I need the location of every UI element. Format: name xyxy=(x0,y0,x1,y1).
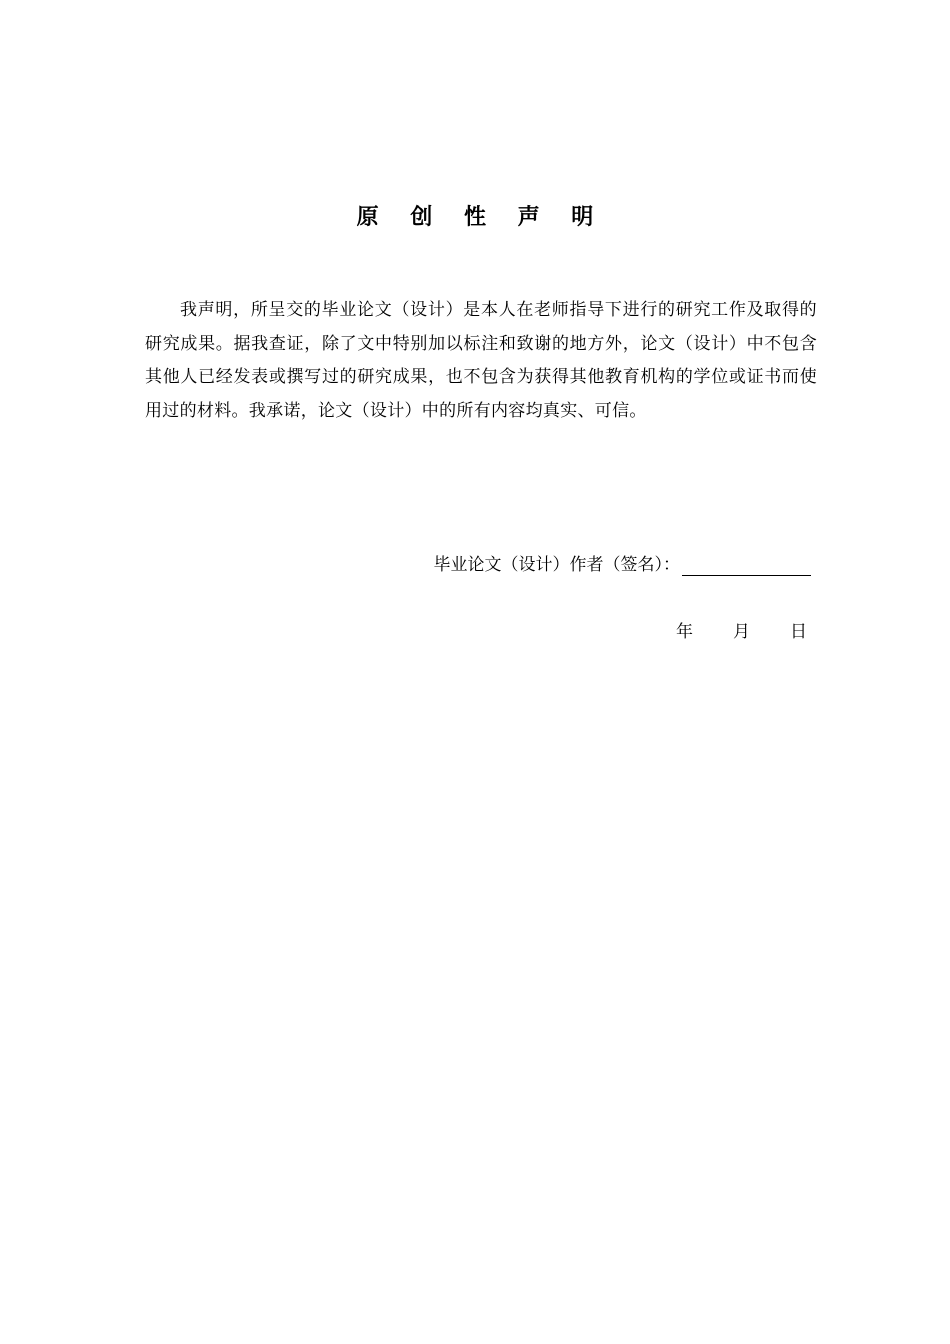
date-day-label: 日 xyxy=(790,622,807,642)
date-month-label: 月 xyxy=(733,622,750,642)
signature-row xyxy=(434,550,812,580)
page-title: 原 创 性 声 明 xyxy=(356,205,606,230)
signature-label: 毕业论文（设计）作者（签名）： xyxy=(433,555,680,575)
date-year-label: 年 xyxy=(676,622,693,642)
signature-line xyxy=(682,553,811,576)
declaration-paragraph: 我声明，所呈交的毕业论文（设计）是本人在老师指导下进行的研究工作及取得的研究成果。据我查证，除了文中特别加以标注和致谢的地方外，论文（设计）中不包含其他人已经发表或撰写过的研究成果，也不包含为获得其他教育机构的学位或证书而使用过的材料。我承诺，论文（设计）中的所有内容均真实、可信。 xyxy=(145,300,817,421)
date-row xyxy=(676,617,807,647)
